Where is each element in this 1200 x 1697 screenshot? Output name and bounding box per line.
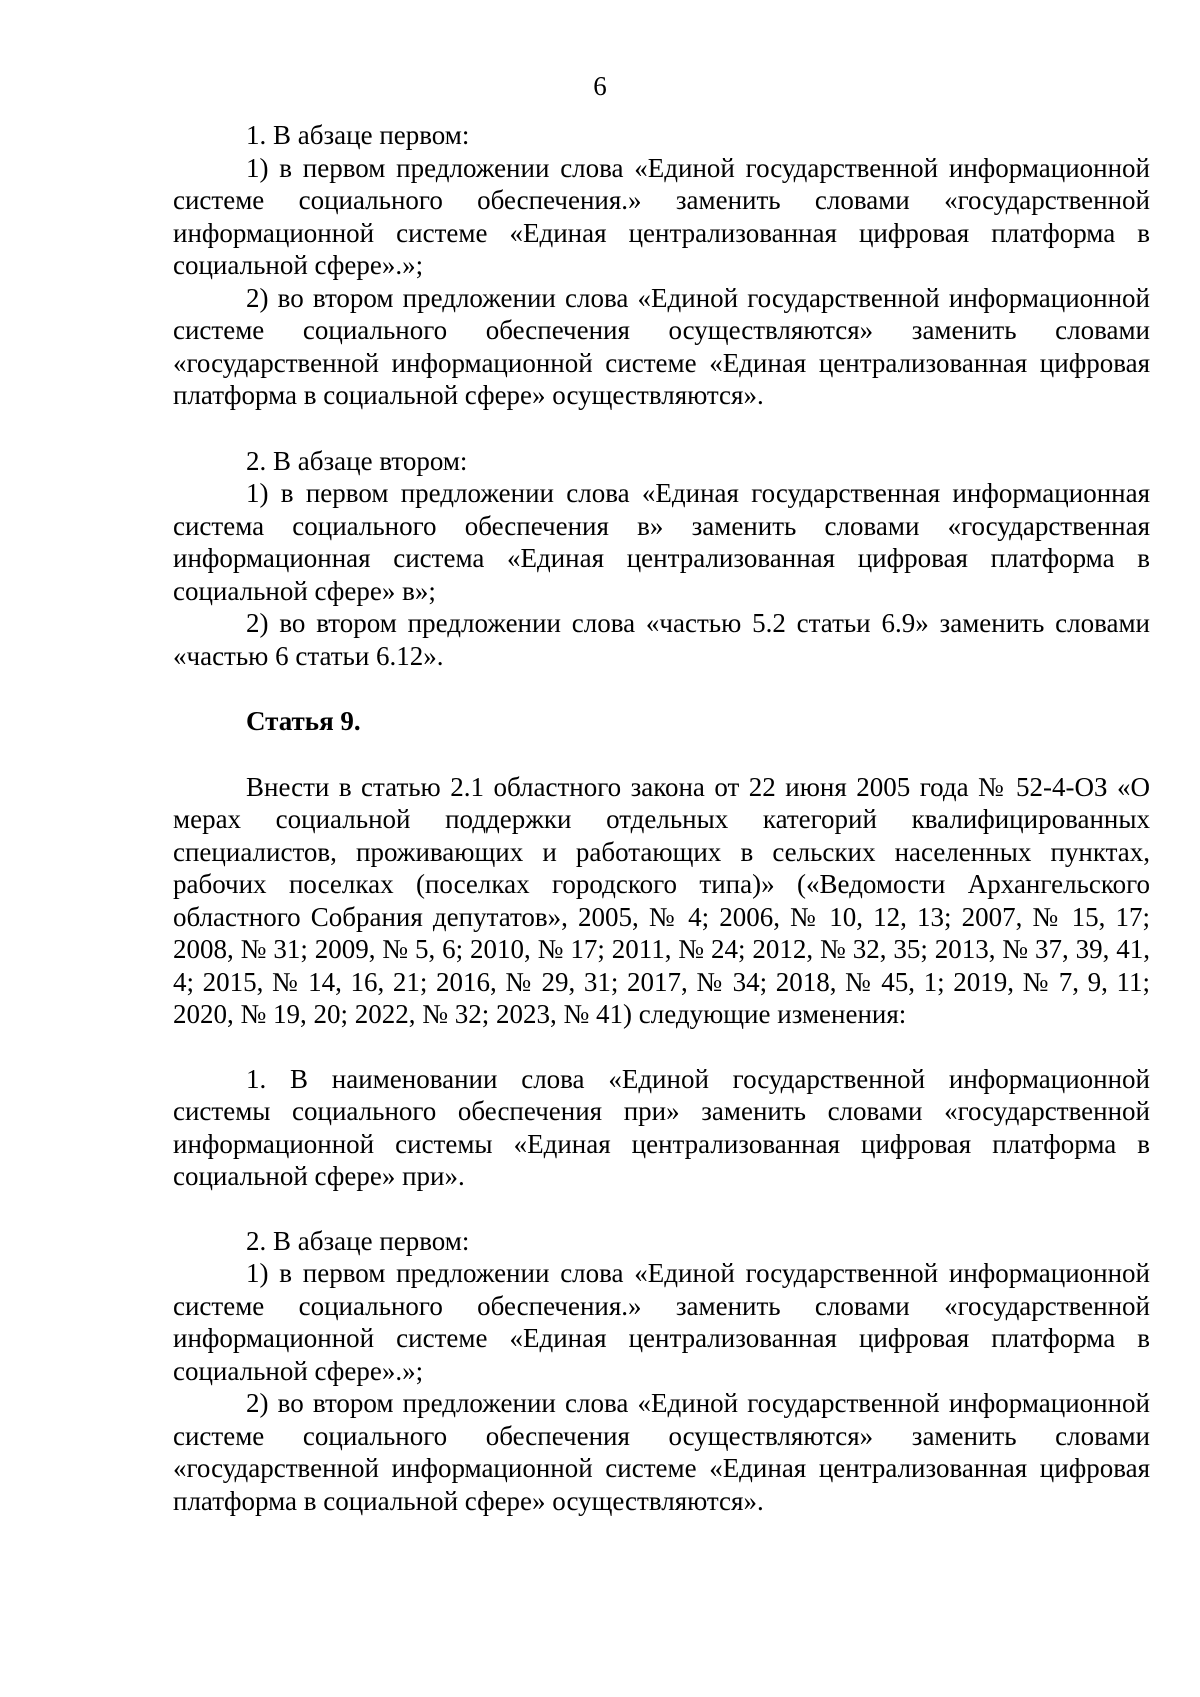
document-body bbox=[173, 119, 1150, 1517]
section-a-item1-heading: 1. В абзаце первом: bbox=[246, 120, 470, 150]
article-item2-sub1: 1) в первом предложении слова «Единой государственной информационной системе социального обеспечения.» заменить словами «государственной информационной системе «Единая централизованная цифровая платформа в социальной сфере».»; bbox=[173, 1258, 1150, 1386]
paragraph-spacer bbox=[173, 412, 1150, 445]
article-item1: 1. В наименовании слова «Единой государственной информационной системы социального обеспечения при» заменить словами «государственной информационной системы «Единая централизованная цифровая платформа в социальной сфере» при». bbox=[173, 1063, 1150, 1191]
paragraph-spacer bbox=[173, 738, 1150, 771]
paragraph-spacer bbox=[173, 672, 1150, 705]
section-a-item2-sub2: 2) во втором предложении слова «частью 5.2 статьи 6.9» заменить словами «частью 6 статьи 6.12». bbox=[173, 608, 1150, 671]
paragraph-spacer bbox=[173, 1193, 1150, 1225]
paragraph-spacer bbox=[173, 1031, 1150, 1063]
page-number: 6 bbox=[593, 71, 607, 101]
section-a-item1-sub2: 2) во втором предложении слова «Единой государственной информационной системе социального обеспечения осуществляются» заменить словами «государственной информационной системе «Единая централизованная цифровая платформа в социальной сфере» осуществляются». bbox=[173, 282, 1150, 410]
section-a-item2-sub1: 1) в первом предложении слова «Единая государственная информационная система социального обеспечения в» заменить словами «государственная информационная система «Единая централизованная цифровая платформа в социальной сфере» в»; bbox=[173, 478, 1150, 606]
section-a-item2-heading: 2. В абзаце втором: bbox=[246, 445, 468, 476]
section-a-item1-sub1: 1) в первом предложении слова «Единой государственной информационной системе социального обеспечения.» заменить словами «государственной информационной системе «Единая централизованная цифровая платформа в социальной сфере».»; bbox=[173, 152, 1150, 280]
article-item2-sub2: 2) во втором предложении слова «Единой государственной информационной системе социального обеспечения осуществляются» заменить словами «государственной информационной системе «Единая централизованная цифровая платформа в социальной сфере» осуществляются». bbox=[173, 1388, 1150, 1516]
article-intro: Внести в статью 2.1 областного закона от 22 июня 2005 года № 52-4-ОЗ «О мерах социальной поддержки отдельных категорий квалифицированных специалистов, проживающих и работающих в сельских населенных пунктах, рабочих поселках (поселках городского типа)» («Ведомости Архангельского областного Собрания депутатов», 2005, № 4; 2006, № 10, 12, 13; 2007, № 15, 17; 2008, № 31; 2009, № 5, 6; 2010, № 17; 2011, № 24; 2012, № 32, 35; 2013, № 37, 39, 41, 4; 2015, № 14, 16, 21; 2016, № 29, 31; 2017, № 34; 2018, № 45, 1; 2019, № 7, 9, 11; 2020, № 19, 20; 2022, № 32; 2023, № 41) следующие изменения: bbox=[173, 771, 1150, 1029]
article-title: Статья 9. bbox=[246, 706, 361, 736]
article-item2-heading: 2. В абзаце первом: bbox=[246, 1225, 470, 1256]
